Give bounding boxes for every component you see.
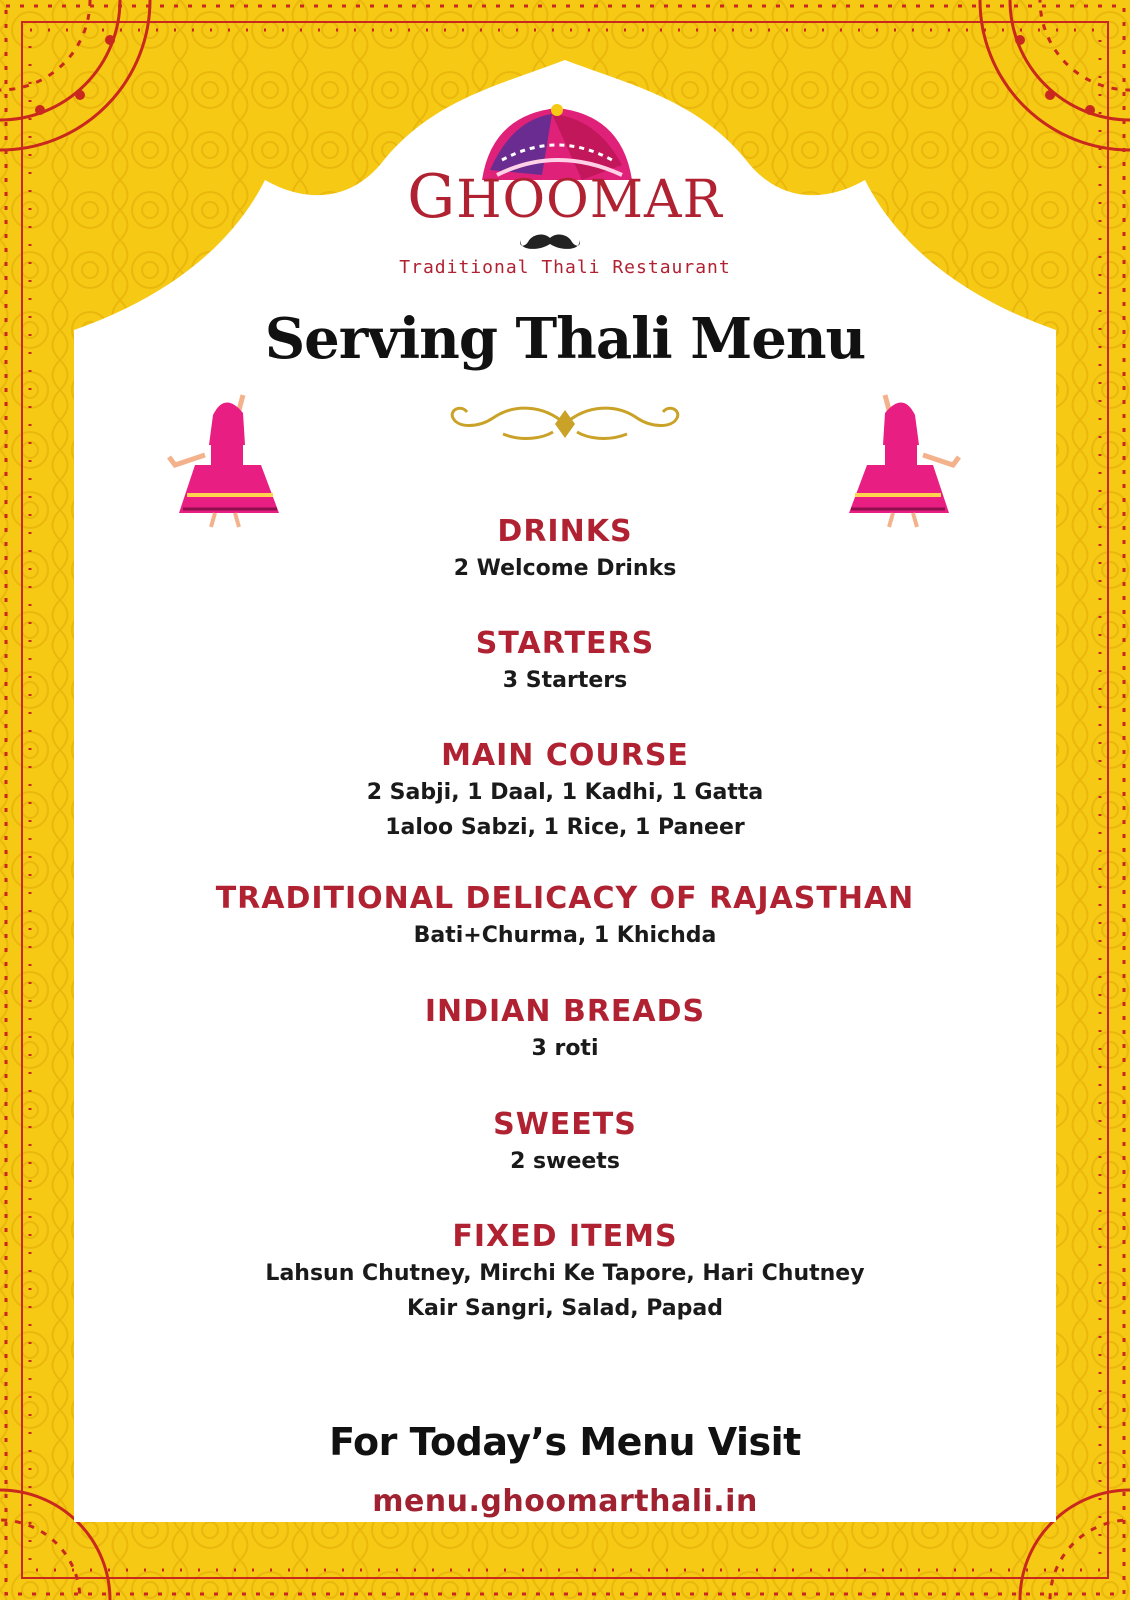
dancer-icon (165, 385, 285, 530)
section-item: 1aloo Sabzi, 1 Rice, 1 Paneer (385, 815, 745, 840)
brand-tagline: Traditional Thali Restaurant (399, 257, 731, 278)
section-item: Lahsun Chutney, Mirchi Ke Tapore, Hari Chutney (265, 1261, 865, 1286)
section-item: 3 Starters (502, 668, 628, 693)
section-item: 2 sweets (510, 1149, 620, 1174)
dancer-icon (843, 385, 963, 530)
menu-section-drinks (0, 513, 1130, 586)
section-heading: MAIN COURSE (441, 738, 689, 773)
mustache-icon (520, 232, 580, 252)
menu-section-starters (0, 625, 1130, 698)
footer-title: For Today’s Menu Visit (329, 1420, 801, 1464)
section-item: 2 Sabji, 1 Daal, 1 Kadhi, 1 Gatta (366, 780, 764, 805)
section-heading: INDIAN BREADS (424, 994, 706, 1029)
menu-section-main-course (0, 737, 1130, 845)
flourish-divider-icon (443, 398, 687, 450)
section-heading: STARTERS (475, 626, 655, 661)
section-heading: SWEETS (493, 1107, 637, 1142)
page-title: Serving Thali Menu (264, 306, 866, 372)
section-item: 3 roti (531, 1036, 599, 1061)
menu-section-indian-breads (0, 993, 1130, 1066)
menu-section-sweets (0, 1106, 1130, 1179)
section-heading: TRADITIONAL DELICACY OF RAJASTHAN (215, 881, 915, 916)
menu-section-traditional-delicacy (0, 880, 1130, 953)
section-item: 2 Welcome Drinks (453, 556, 677, 581)
menu-section-fixed-items (0, 1218, 1130, 1326)
section-heading: FIXED ITEMS (452, 1219, 678, 1254)
section-item: Bati+Churma, 1 Khichda (413, 923, 717, 948)
menu-url-link[interactable]: menu.ghoomarthali.in (372, 1484, 758, 1519)
section-heading: DRINKS (497, 514, 633, 549)
brand-name: GHOOMAR (407, 162, 723, 232)
section-item: Kair Sangri, Salad, Papad (406, 1296, 723, 1321)
